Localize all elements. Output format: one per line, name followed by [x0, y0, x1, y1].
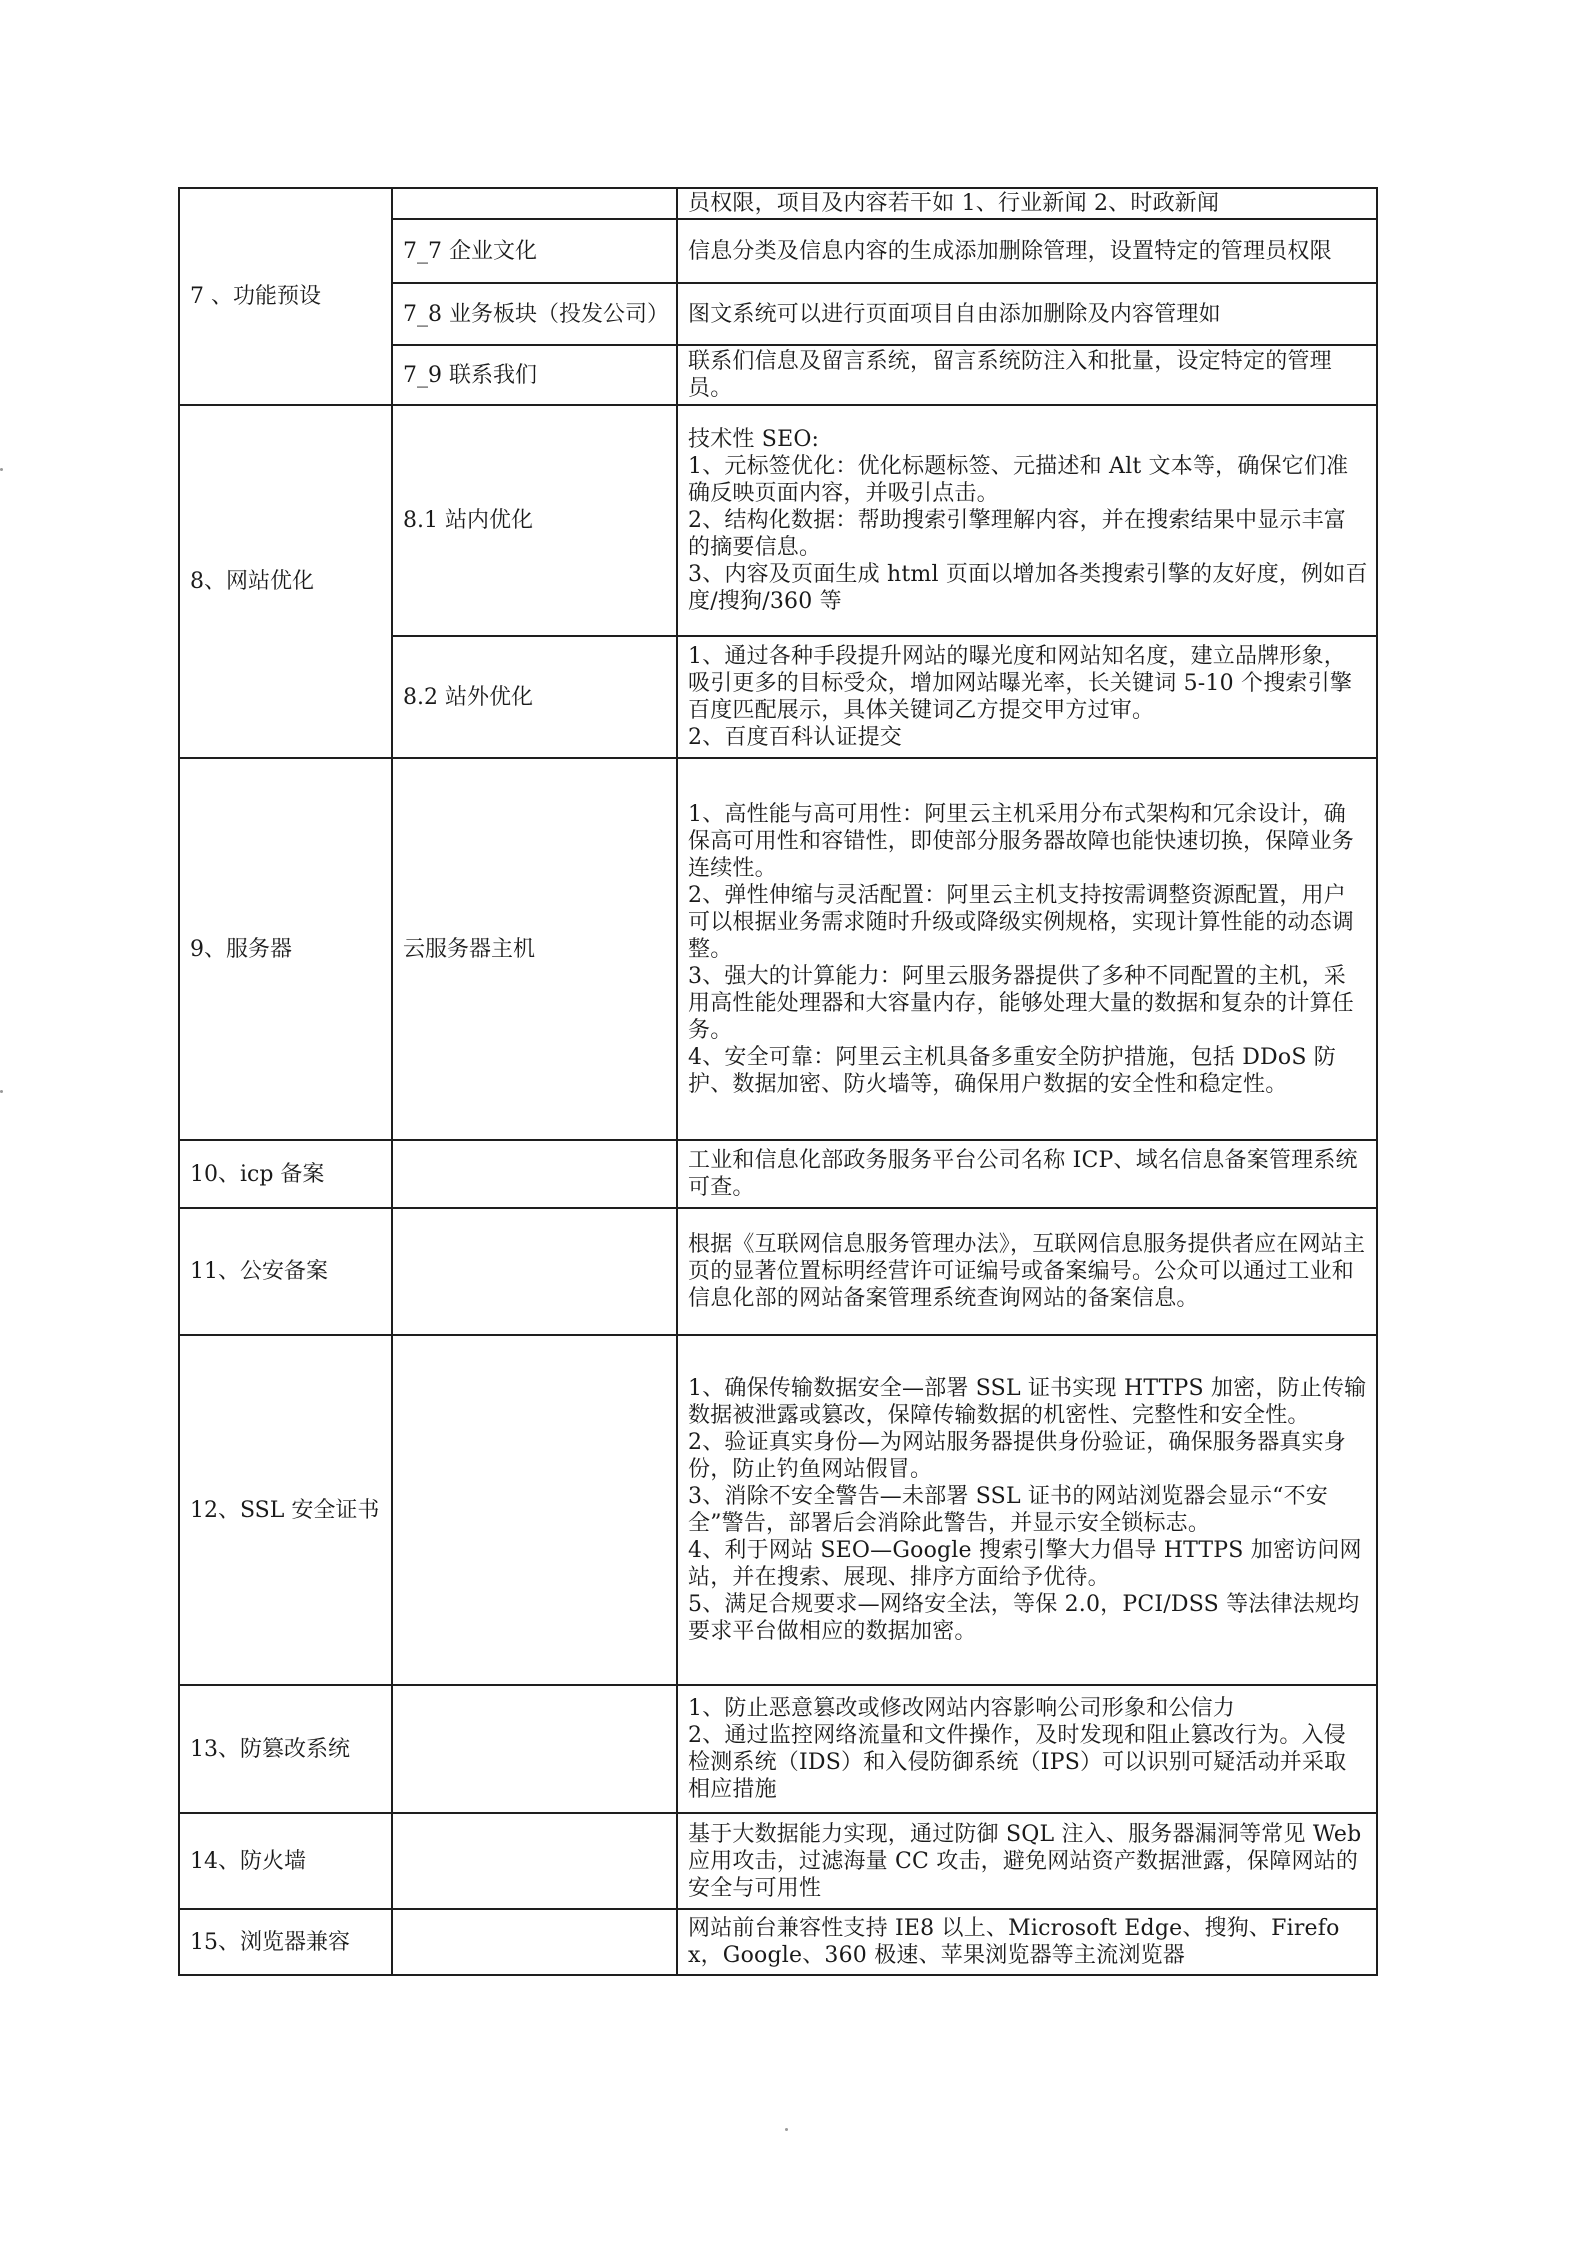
description-line: 1、确保传输数据安全—部署 SSL 证书实现 HTTPS 加密，防止传输数据被泄露或篡改，保障传输数据的机密性、完整性和安全性。 — [688, 1376, 1367, 1428]
item-cell: 7_8 业务板块（投发公司） — [392, 283, 677, 345]
item-cell: 7_9 联系我们 — [392, 345, 677, 405]
description-line: 4、安全可靠：阿里云主机具备多重安全防护措施，包括 DDoS 防护、数据加密、防火墙等，确保用户数据的安全性和稳定性。 — [688, 1044, 1336, 1097]
description-cell — [677, 345, 1377, 405]
description-cell — [677, 1813, 1377, 1909]
description-line: 1、防止恶意篡改或修改网站内容影响公司形象和公信力 — [688, 1696, 1235, 1721]
item-cell — [392, 1813, 677, 1909]
item-cell: 7_7 企业文化 — [392, 219, 677, 283]
description-cell — [677, 1335, 1377, 1685]
description-line: 3、内容及页面生成 html 页面以增加各类搜索引擎的友好度，例如百度/搜狗/360 等 — [688, 562, 1368, 614]
description-line: 3、消除不安全警告—未部署 SSL 证书的网站浏览器会显示“不安全”警告，部署后会消除此警告，并显示安全锁标志。 — [688, 1484, 1328, 1536]
scan-speck — [0, 1090, 3, 1093]
category-cell: 9、服务器 — [179, 758, 392, 1140]
item-cell: 8.2 站外优化 — [392, 636, 677, 758]
description-line: 基于大数据能力实现，通过防御 SQL 注入、服务器漏洞等常见 Web 应用攻击，过滤海量 CC 攻击，避免网站资产数据泄露，保障网站的安全与可用性 — [688, 1821, 1362, 1901]
spec-table-body — [179, 188, 1377, 1975]
scan-speck — [785, 2128, 788, 2131]
description-line: 员权限，项目及内容若干如 1、行业新闻 2、时政新闻 — [688, 191, 1220, 216]
description-cell — [677, 1685, 1377, 1813]
scan-speck — [0, 468, 3, 471]
description-line: 2、百度百科认证提交 — [688, 725, 902, 750]
description-line: 信息分类及信息内容的生成添加删除管理，设置特定的管理员权限 — [688, 238, 1332, 264]
item-cell — [392, 1140, 677, 1208]
table-row — [179, 1909, 1377, 1975]
description-line: 5、满足合规要求—网络安全法，等保 2.0，PCI/DSS 等法律法规均要求平台做相应的数据加密。 — [688, 1592, 1360, 1644]
description-line: 1、通过各种手段提升网站的曝光度和网站知名度，建立品牌形象，吸引更多的目标受众，增加网站曝光率，长关键词 5-10 个搜索引擎百度匹配展示，具体关键词乙方提交甲方过审。 — [688, 644, 1353, 723]
table-row — [179, 188, 1377, 219]
table-row — [179, 758, 1377, 1140]
description-line: 网站前台兼容性支持 IE8 以上、Microsoft Edge、搜狗、Firefox，Google、360 极速、苹果浏览器等主流浏览器 — [688, 1916, 1340, 1968]
description-line: 2、通过监控网络流量和文件操作，及时发现和阻止篡改行为。入侵检测系统（IDS）和入侵防御系统（IPS）可以识别可疑活动并采取相应措施 — [688, 1723, 1347, 1802]
category-cell: 15、浏览器兼容 — [179, 1909, 392, 1975]
description-line: 图文系统可以进行页面项目自由添加删除及内容管理如 — [688, 301, 1221, 327]
description-cell — [677, 1140, 1377, 1208]
category-cell: 8、网站优化 — [179, 405, 392, 758]
item-cell — [392, 188, 677, 219]
spec-table — [178, 187, 1378, 1976]
category-cell: 13、防篡改系统 — [179, 1685, 392, 1813]
description-cell — [677, 283, 1377, 345]
item-cell: 8.1 站内优化 — [392, 405, 677, 636]
category-cell: 10、icp 备案 — [179, 1140, 392, 1208]
description-cell — [677, 636, 1377, 758]
table-row — [179, 405, 1377, 636]
table-row — [179, 1208, 1377, 1335]
category-cell: 14、防火墙 — [179, 1813, 392, 1909]
description-line: 4、利于网站 SEO—Google 搜索引擎大力倡导 HTTPS 加密访问网站，并在搜索、展现、排序方面给予优待。 — [688, 1538, 1362, 1590]
description-cell — [677, 405, 1377, 636]
description-line: 2、结构化数据：帮助搜索引擎理解内容，并在搜索结果中显示丰富的摘要信息。 — [688, 508, 1346, 560]
description-line: 联系们信息及留言系统，留言系统防注入和批量，设定特定的管理员。 — [688, 349, 1332, 401]
description-cell — [677, 219, 1377, 283]
table-row — [179, 1813, 1377, 1909]
table-row — [179, 1685, 1377, 1813]
description-line: 3、强大的计算能力：阿里云服务器提供了多种不同配置的主机，采用高性能处理器和大容量内存，能够处理大量的数据和复杂的计算任务。 — [688, 963, 1355, 1043]
description-line: 工业和信息化部政务服务平台公司名称 ICP、域名信息备案管理系统可查。 — [688, 1148, 1358, 1200]
description-line: 根据《互联网信息服务管理办法》，互联网信息服务提供者应在网站主页的显著位置标明经营许可证编号或备案编号。公众可以通过工业和信息化部的网站备案管理系统查询网站的备案信息。 — [688, 1232, 1366, 1311]
category-cell: 12、SSL 安全证书 — [179, 1335, 392, 1685]
table-row — [179, 1335, 1377, 1685]
item-cell: 云服务器主机 — [392, 758, 677, 1140]
description-line: 2、验证真实身份—为网站服务器提供身份验证，确保服务器真实身份，防止钓鱼网站假冒。 — [688, 1430, 1346, 1482]
description-line: 1、高性能与高可用性：阿里云主机采用分布式架构和冗余设计，确保高可用性和容错性，即使部分服务器故障也能快速切换，保障业务连续性。 — [688, 801, 1355, 881]
description-cell — [677, 758, 1377, 1140]
description-line: 1、元标签优化：优化标题标签、元描述和 Alt 文本等，确保它们准确反映页面内容，并吸引点击。 — [688, 454, 1349, 506]
item-cell — [392, 1909, 677, 1975]
description-line: 2、弹性伸缩与灵活配置：阿里云主机支持按需调整资源配置，用户可以根据业务需求随时升级或降级实例规格，实现计算性能的动态调整。 — [688, 882, 1355, 962]
table-row — [179, 1140, 1377, 1208]
description-cell — [677, 1208, 1377, 1335]
item-cell — [392, 1335, 677, 1685]
description-line: 技术性 SEO: — [688, 427, 820, 452]
description-cell — [677, 1909, 1377, 1975]
item-cell — [392, 1208, 677, 1335]
category-cell: 11、公安备案 — [179, 1208, 392, 1335]
category-cell: 7 、功能预设 — [179, 188, 392, 405]
item-cell — [392, 1685, 677, 1813]
description-cell — [677, 188, 1377, 219]
